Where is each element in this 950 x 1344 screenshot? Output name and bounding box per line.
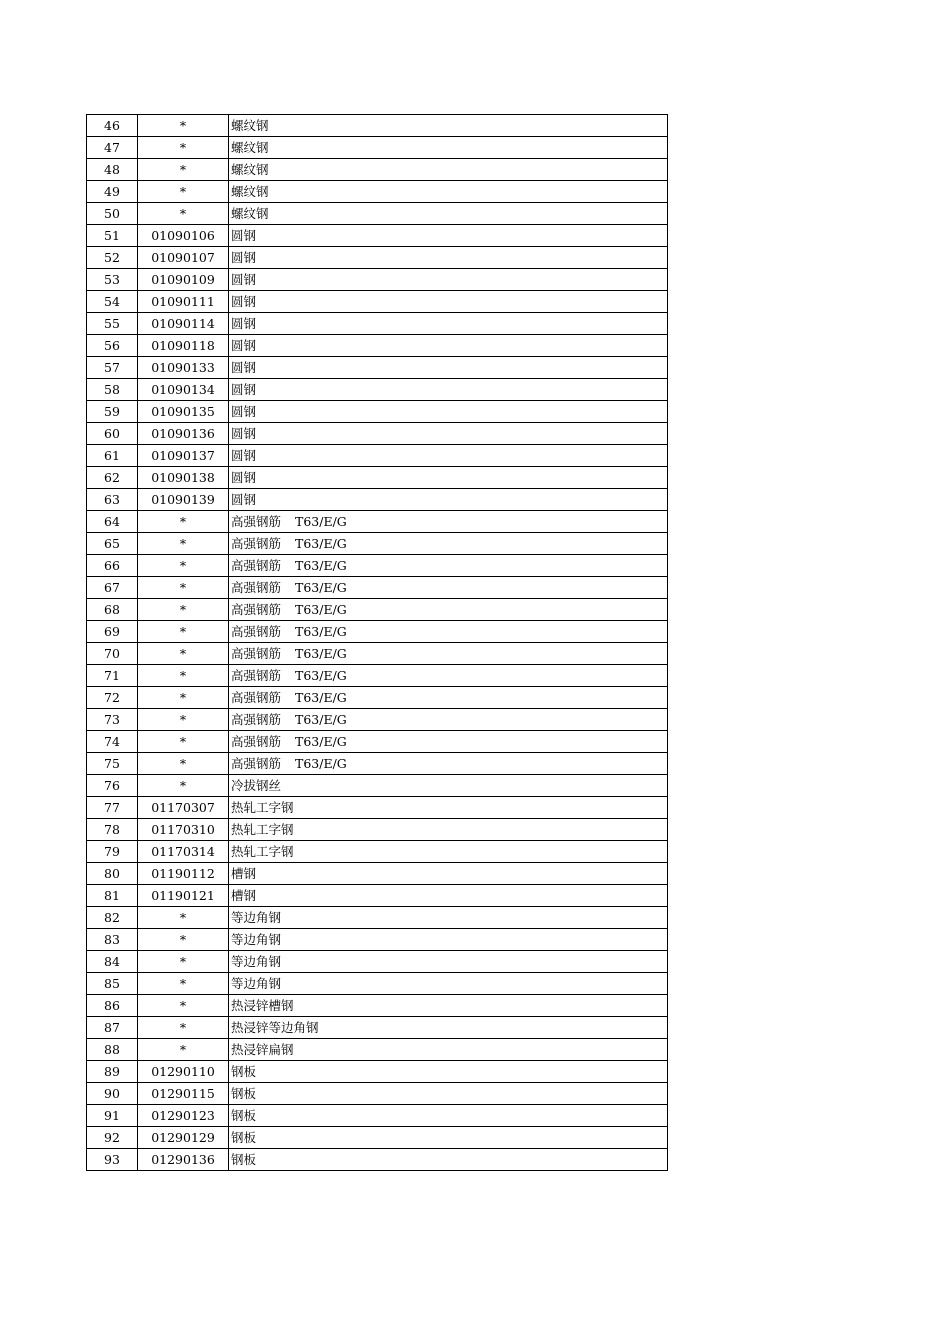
material-name: 热浸锌槽钢 [231, 998, 294, 1013]
row-number-cell: 76 [87, 775, 138, 797]
material-code-cell: * [138, 159, 229, 181]
table-row [87, 1127, 668, 1149]
row-number-cell: 93 [87, 1149, 138, 1171]
table-row [87, 159, 668, 181]
row-number-cell: 51 [87, 225, 138, 247]
material-name-cell [229, 291, 668, 313]
row-number-cell: 73 [87, 709, 138, 731]
row-number-cell: 66 [87, 555, 138, 577]
row-number-cell: 85 [87, 973, 138, 995]
material-code-cell: * [138, 951, 229, 973]
material-name-cell [229, 753, 668, 775]
table-row [87, 863, 668, 885]
material-name-cell [229, 401, 668, 423]
row-number-cell: 61 [87, 445, 138, 467]
material-name-cell [229, 467, 668, 489]
row-number-cell: 64 [87, 511, 138, 533]
table-row [87, 357, 668, 379]
material-name: 槽钢 [231, 866, 257, 881]
material-code-cell: * [138, 973, 229, 995]
table-row [87, 445, 668, 467]
material-name: 高强钢筋 [231, 668, 282, 683]
material-spec: T63/E/G [295, 690, 347, 705]
material-name: 热浸锌等边角钢 [231, 1020, 319, 1035]
material-spec: T63/E/G [295, 646, 347, 661]
material-name: 高强钢筋 [231, 602, 282, 617]
table-row [87, 137, 668, 159]
material-name: 螺纹钢 [231, 184, 269, 199]
row-number-cell: 81 [87, 885, 138, 907]
table-row [87, 885, 668, 907]
row-number-cell: 90 [87, 1083, 138, 1105]
material-name-cell [229, 1083, 668, 1105]
material-name: 圆钢 [231, 492, 257, 507]
material-code-cell: * [138, 775, 229, 797]
material-table-body [87, 115, 668, 1171]
material-name-cell [229, 973, 668, 995]
material-name: 圆钢 [231, 338, 257, 353]
material-code-cell: 01090118 [138, 335, 229, 357]
material-name-cell [229, 555, 668, 577]
material-name-cell [229, 995, 668, 1017]
material-code-cell: 01290129 [138, 1127, 229, 1149]
row-number-cell: 60 [87, 423, 138, 445]
material-name-cell [229, 885, 668, 907]
material-name-cell [229, 577, 668, 599]
row-number-cell: 52 [87, 247, 138, 269]
table-row [87, 1061, 668, 1083]
table-row [87, 247, 668, 269]
material-name: 螺纹钢 [231, 118, 269, 133]
material-spec: T63/E/G [295, 734, 347, 749]
material-name-cell [229, 907, 668, 929]
material-code-cell: 01090106 [138, 225, 229, 247]
material-name-cell [229, 357, 668, 379]
material-code-cell: 01090133 [138, 357, 229, 379]
material-name: 热轧工字钢 [231, 822, 294, 837]
material-name: 高强钢筋 [231, 756, 282, 771]
row-number-cell: 62 [87, 467, 138, 489]
material-name-cell [229, 511, 668, 533]
material-spec: T63/E/G [295, 536, 347, 551]
material-code-cell: * [138, 731, 229, 753]
table-row [87, 775, 668, 797]
material-code-cell: 01170314 [138, 841, 229, 863]
material-name-cell [229, 225, 668, 247]
material-code-cell: * [138, 115, 229, 137]
row-number-cell: 67 [87, 577, 138, 599]
material-code-cell: * [138, 577, 229, 599]
material-code-cell: 01090109 [138, 269, 229, 291]
material-name: 槽钢 [231, 888, 257, 903]
row-number-cell: 63 [87, 489, 138, 511]
row-number-cell: 46 [87, 115, 138, 137]
material-name-cell [229, 863, 668, 885]
material-spec: T63/E/G [295, 668, 347, 683]
material-name-cell [229, 489, 668, 511]
row-number-cell: 47 [87, 137, 138, 159]
row-number-cell: 91 [87, 1105, 138, 1127]
row-number-cell: 89 [87, 1061, 138, 1083]
material-name-cell [229, 841, 668, 863]
material-name-cell [229, 687, 668, 709]
table-row [87, 203, 668, 225]
table-row [87, 533, 668, 555]
row-number-cell: 87 [87, 1017, 138, 1039]
row-number-cell: 80 [87, 863, 138, 885]
table-row [87, 841, 668, 863]
material-code-cell: 01170307 [138, 797, 229, 819]
row-number-cell: 58 [87, 379, 138, 401]
table-row [87, 291, 668, 313]
material-name: 钢板 [231, 1064, 257, 1079]
material-name: 等边角钢 [231, 954, 282, 969]
row-number-cell: 71 [87, 665, 138, 687]
table-row [87, 687, 668, 709]
row-number-cell: 49 [87, 181, 138, 203]
table-row [87, 379, 668, 401]
table-row [87, 995, 668, 1017]
row-number-cell: 78 [87, 819, 138, 841]
material-name: 高强钢筋 [231, 690, 282, 705]
material-name: 等边角钢 [231, 976, 282, 991]
material-name: 热轧工字钢 [231, 800, 294, 815]
material-code-cell: * [138, 533, 229, 555]
material-name-cell [229, 269, 668, 291]
material-name-cell [229, 665, 668, 687]
material-name: 圆钢 [231, 426, 257, 441]
material-name-cell [229, 115, 668, 137]
material-name-cell [229, 775, 668, 797]
material-name: 高强钢筋 [231, 514, 282, 529]
material-code-cell: 01090138 [138, 467, 229, 489]
material-code-cell: * [138, 665, 229, 687]
table-row [87, 313, 668, 335]
row-number-cell: 56 [87, 335, 138, 357]
material-name: 钢板 [231, 1130, 257, 1145]
material-name: 钢板 [231, 1152, 257, 1167]
table-row [87, 511, 668, 533]
material-name-cell [229, 181, 668, 203]
material-name-cell [229, 1127, 668, 1149]
material-name: 钢板 [231, 1108, 257, 1123]
material-name-cell [229, 423, 668, 445]
material-code-cell: * [138, 1039, 229, 1061]
row-number-cell: 88 [87, 1039, 138, 1061]
material-name-cell [229, 929, 668, 951]
material-code-cell: * [138, 599, 229, 621]
material-code-cell: 01090111 [138, 291, 229, 313]
material-name-cell [229, 137, 668, 159]
material-name: 圆钢 [231, 404, 257, 419]
table-row [87, 181, 668, 203]
row-number-cell: 83 [87, 929, 138, 951]
row-number-cell: 92 [87, 1127, 138, 1149]
material-name-cell [229, 819, 668, 841]
table-row [87, 555, 668, 577]
material-name: 圆钢 [231, 316, 257, 331]
row-number-cell: 57 [87, 357, 138, 379]
row-number-cell: 74 [87, 731, 138, 753]
material-name: 等边角钢 [231, 910, 282, 925]
table-row [87, 577, 668, 599]
material-code-cell: * [138, 181, 229, 203]
row-number-cell: 77 [87, 797, 138, 819]
material-name: 高强钢筋 [231, 712, 282, 727]
material-code-cell: * [138, 555, 229, 577]
row-number-cell: 54 [87, 291, 138, 313]
material-spec: T63/E/G [295, 558, 347, 573]
table-row [87, 599, 668, 621]
table-row [87, 115, 668, 137]
table-row [87, 907, 668, 929]
material-spec: T63/E/G [295, 624, 347, 639]
table-row [87, 665, 668, 687]
table-row [87, 1149, 668, 1171]
material-name: 圆钢 [231, 294, 257, 309]
material-name: 高强钢筋 [231, 558, 282, 573]
material-code-cell: * [138, 907, 229, 929]
row-number-cell: 75 [87, 753, 138, 775]
table-row [87, 731, 668, 753]
material-spec: T63/E/G [295, 712, 347, 727]
material-name-cell [229, 313, 668, 335]
table-row [87, 973, 668, 995]
material-name-cell [229, 1105, 668, 1127]
material-name: 热轧工字钢 [231, 844, 294, 859]
material-name: 高强钢筋 [231, 536, 282, 551]
table-row [87, 797, 668, 819]
material-name-cell [229, 159, 668, 181]
material-name-cell [229, 599, 668, 621]
material-name: 高强钢筋 [231, 646, 282, 661]
material-name-cell [229, 203, 668, 225]
material-name-cell [229, 1149, 668, 1171]
material-code-cell: * [138, 203, 229, 225]
row-number-cell: 86 [87, 995, 138, 1017]
table-row [87, 819, 668, 841]
material-code-cell: 01090139 [138, 489, 229, 511]
material-code-cell: * [138, 929, 229, 951]
material-name: 圆钢 [231, 448, 257, 463]
material-code-cell: * [138, 1017, 229, 1039]
material-name: 螺纹钢 [231, 206, 269, 221]
material-name: 螺纹钢 [231, 140, 269, 155]
material-spec: T63/E/G [295, 602, 347, 617]
table-row [87, 467, 668, 489]
material-spec: T63/E/G [295, 580, 347, 595]
material-name: 高强钢筋 [231, 624, 282, 639]
row-number-cell: 59 [87, 401, 138, 423]
material-name-cell [229, 621, 668, 643]
material-name: 圆钢 [231, 228, 257, 243]
material-spec: T63/E/G [295, 756, 347, 771]
row-number-cell: 55 [87, 313, 138, 335]
material-code-cell: * [138, 511, 229, 533]
material-name-cell [229, 1039, 668, 1061]
material-code-cell: 01170310 [138, 819, 229, 841]
row-number-cell: 53 [87, 269, 138, 291]
material-name-cell [229, 731, 668, 753]
material-name: 高强钢筋 [231, 580, 282, 595]
material-code-cell: 01190121 [138, 885, 229, 907]
material-code-cell: * [138, 621, 229, 643]
row-number-cell: 82 [87, 907, 138, 929]
material-code-cell: * [138, 137, 229, 159]
material-name-cell [229, 1061, 668, 1083]
material-name-cell [229, 335, 668, 357]
material-name: 钢板 [231, 1086, 257, 1101]
table-row [87, 929, 668, 951]
row-number-cell: 68 [87, 599, 138, 621]
row-number-cell: 69 [87, 621, 138, 643]
material-name: 圆钢 [231, 250, 257, 265]
material-name: 等边角钢 [231, 932, 282, 947]
material-name-cell [229, 797, 668, 819]
material-name-cell [229, 533, 668, 555]
material-code-cell: 01290123 [138, 1105, 229, 1127]
material-code-cell: 01290110 [138, 1061, 229, 1083]
material-name: 冷拔钢丝 [231, 778, 282, 793]
material-code-cell: 01090136 [138, 423, 229, 445]
table-row [87, 951, 668, 973]
table-row [87, 269, 668, 291]
table-row [87, 1039, 668, 1061]
material-name: 高强钢筋 [231, 734, 282, 749]
table-row [87, 423, 668, 445]
table-row [87, 335, 668, 357]
material-code-cell: * [138, 995, 229, 1017]
material-code-cell: * [138, 709, 229, 731]
material-name-cell [229, 379, 668, 401]
table-row [87, 643, 668, 665]
material-code-cell: 01090137 [138, 445, 229, 467]
material-name-cell [229, 643, 668, 665]
row-number-cell: 72 [87, 687, 138, 709]
material-code-cell: 01090114 [138, 313, 229, 335]
table-row [87, 1017, 668, 1039]
table-row [87, 1083, 668, 1105]
material-name-cell [229, 951, 668, 973]
material-code-cell: 01090107 [138, 247, 229, 269]
row-number-cell: 48 [87, 159, 138, 181]
material-name-cell [229, 445, 668, 467]
material-name: 热浸锌扁钢 [231, 1042, 294, 1057]
table-row [87, 401, 668, 423]
table-row [87, 709, 668, 731]
material-name-cell [229, 709, 668, 731]
material-code-cell: * [138, 753, 229, 775]
material-name: 圆钢 [231, 382, 257, 397]
material-name-cell [229, 247, 668, 269]
table-row [87, 621, 668, 643]
row-number-cell: 70 [87, 643, 138, 665]
row-number-cell: 65 [87, 533, 138, 555]
row-number-cell: 79 [87, 841, 138, 863]
material-code-cell: 01290115 [138, 1083, 229, 1105]
material-code-cell: 01290136 [138, 1149, 229, 1171]
material-name-cell [229, 1017, 668, 1039]
material-spec: T63/E/G [295, 514, 347, 529]
row-number-cell: 84 [87, 951, 138, 973]
row-number-cell: 50 [87, 203, 138, 225]
table-row [87, 1105, 668, 1127]
table-row [87, 225, 668, 247]
material-table [86, 114, 668, 1171]
table-row [87, 753, 668, 775]
material-code-cell: 01090134 [138, 379, 229, 401]
material-name: 圆钢 [231, 470, 257, 485]
material-name: 螺纹钢 [231, 162, 269, 177]
material-code-cell: * [138, 643, 229, 665]
material-code-cell: * [138, 687, 229, 709]
material-name: 圆钢 [231, 360, 257, 375]
material-code-cell: 01090135 [138, 401, 229, 423]
material-name: 圆钢 [231, 272, 257, 287]
table-row [87, 489, 668, 511]
material-code-cell: 01190112 [138, 863, 229, 885]
